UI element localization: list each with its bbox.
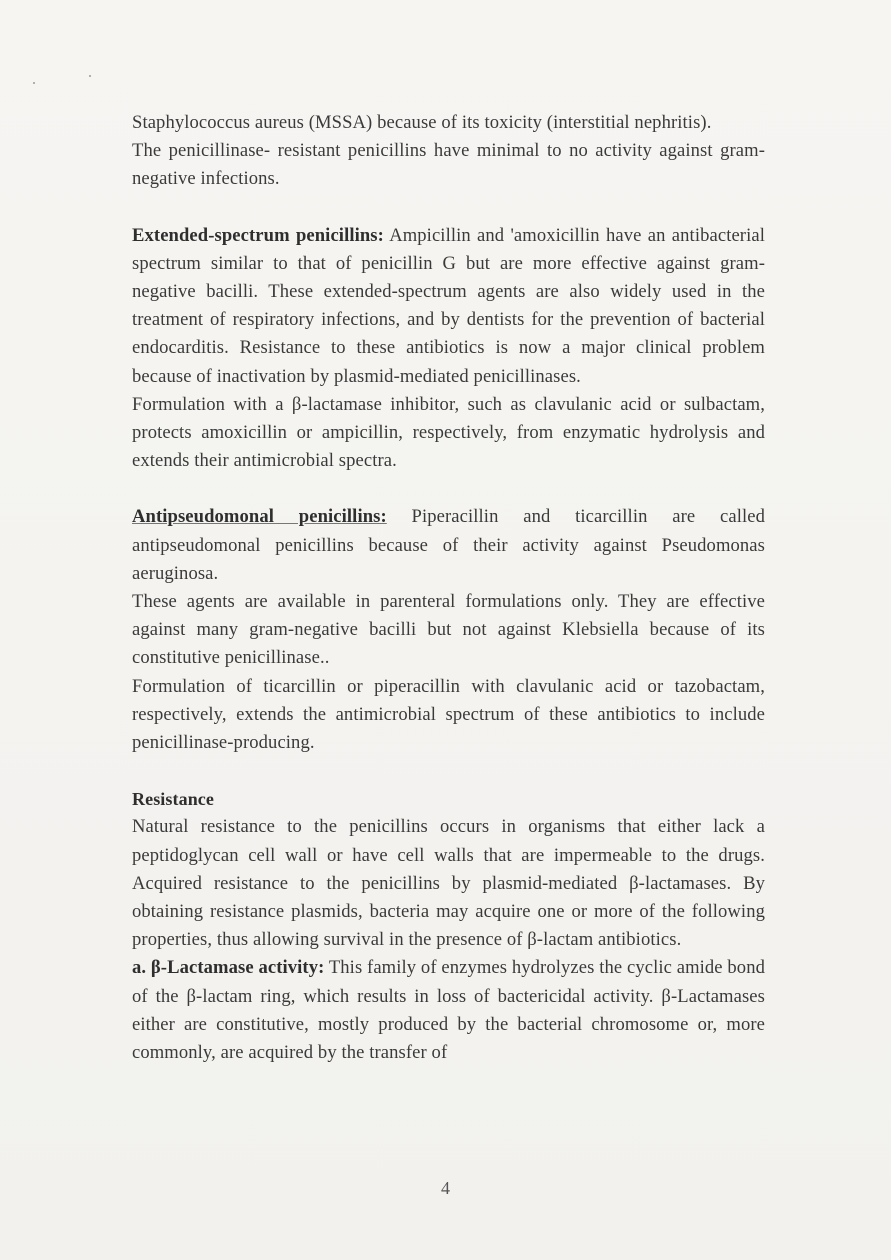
page-number: 4 xyxy=(441,1178,450,1198)
section-term: a. β-Lactamase activity: xyxy=(132,957,325,979)
paragraph-text: Ampicillin and 'amoxicillin have an antibacterial spectrum similar to that of penicillin G but are more effective against gram-negative bacilli. These extended-spectrum agents are also widely used in the treatment of respiratory infections, and by dentists for the prevention of bacterial endocarditis. Resistance to these antibiotics is now a major clinical problem because of inactivation by plasmid-mediated penicillinases. xyxy=(132,224,765,387)
paragraph xyxy=(132,954,765,1067)
scan-speck xyxy=(89,75,91,77)
section-term: Antipseudomonal penicillins: xyxy=(132,506,387,528)
body-text xyxy=(132,109,765,1067)
paragraph-text: This family of enzymes hydrolyzes the cyclic amide bond of the β-lactam ring, which results in loss of bactericidal activity. β-Lactamases either are constitutive, mostly produced by the bacterial chromosome or, more commonly, are acquired by the transfer of xyxy=(132,957,765,1064)
paragraph-text: Piperacillin and ticarcillin are called antipseudomonal penicillins because of their activity against Pseudomonas aeruginosa. xyxy=(132,506,765,584)
paragraph: Staphylococcus aureus (MSSA) because of its toxicity (interstitial nephritis). xyxy=(132,112,712,133)
paragraph: Natural resistance to the penicillins occurs in organisms that either lack a peptidoglycan cell wall or have cell walls that are impermeable to the drugs. Acquired resistance to the penicillins by plasmid-mediated β-lactamases. By obtaining resistance plasmids, bacteria may acquire one or more of the following properties, thus allowing survival in the presence of β-lactam antibiotics. xyxy=(132,816,765,951)
section-heading: Resistance xyxy=(132,789,214,810)
paragraph xyxy=(132,503,765,588)
paragraph xyxy=(132,222,765,391)
section-term: Extended-spectrum penicillins: xyxy=(132,224,384,246)
paragraph: Formulation of ticarcillin or piperacillin with clavulanic acid or tazobactam, respectively, extends the antimicrobial spectrum of these antibiotics to include penicillinase-producing. xyxy=(132,675,765,754)
paragraph: The penicillinase- resistant penicillins have minimal to no activity against gram-negative infections. xyxy=(132,140,765,190)
paragraph: Formulation with a β-lactamase inhibitor, such as clavulanic acid or sulbactam, protects amoxicillin or ampicillin, respectively, from enzymatic hydrolysis and extends their antimicrobial spectra. xyxy=(132,393,765,472)
scan-speck xyxy=(33,82,35,84)
paragraph: These agents are available in parenteral formulations only. They are effective against many gram-negative bacilli but not against Klebsiella because of its constitutive penicillinase.. xyxy=(132,591,765,669)
